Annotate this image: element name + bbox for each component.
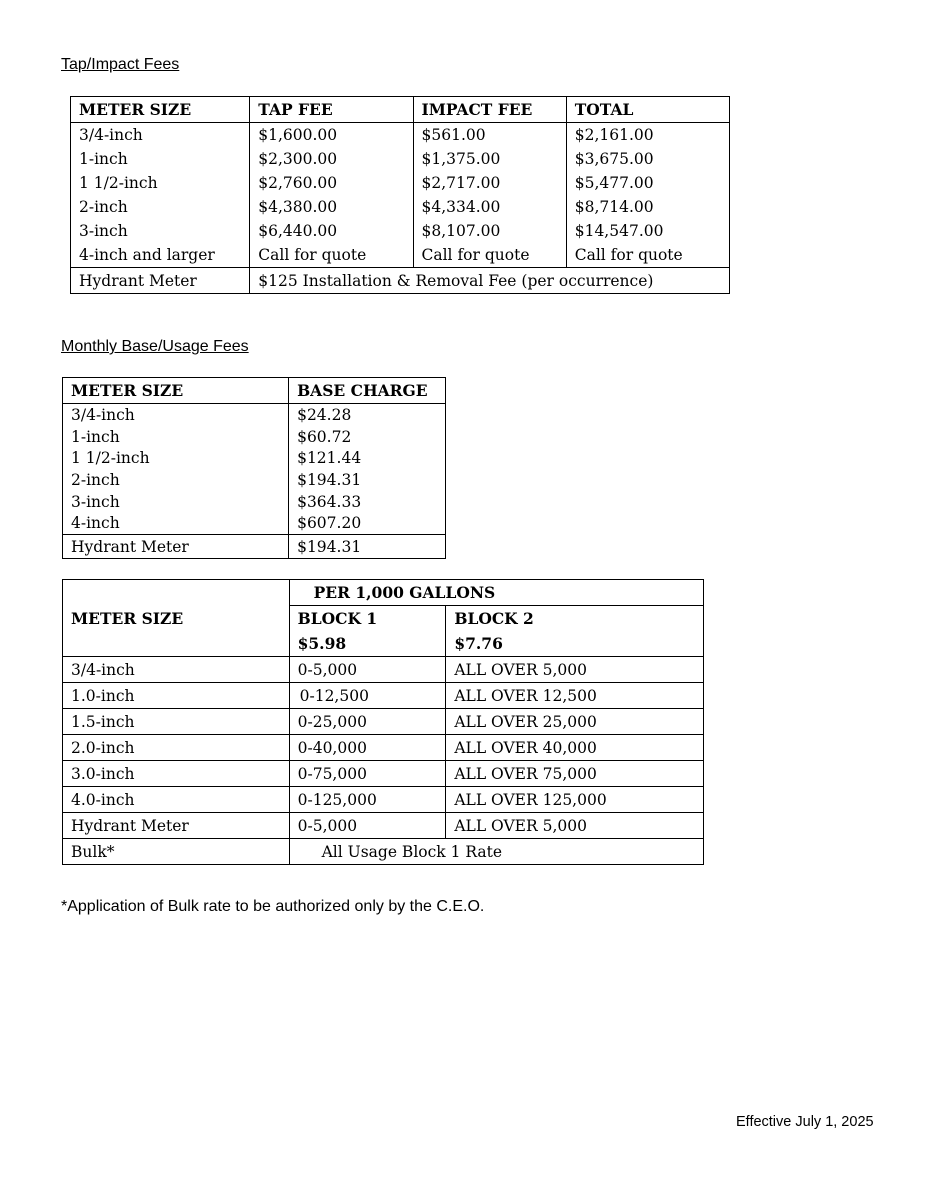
hydrant-meter-row [71,268,730,294]
block1-range-cell: 0-25,000 [289,709,446,735]
usage-block-table [62,579,704,865]
tap-impact-heading: Tap/Impact Fees [61,56,180,73]
tap-fee-cell: $2,760.00 [250,171,413,195]
meter-size-cell: 3.0-inch [63,761,290,787]
total-cell: $5,477.00 [566,171,729,195]
column-header: METER SIZE [71,97,250,123]
table-row [71,147,730,171]
meter-size-cell: 3/4-inch [63,657,290,683]
meter-size-cell: 3/4-inch [71,123,250,148]
group-header: PER 1,000 GALLONS [289,580,703,606]
meter-size-cell: 1-inch [63,426,289,448]
table-row [63,709,704,735]
base-charge-cell: $607.20 [289,512,446,534]
hydrant-fee-cell: $125 Installation & Removal Fee (per occurrence) [250,268,730,294]
block1-header: BLOCK 1 [289,606,446,632]
meter-size-cell: Hydrant Meter [63,813,290,839]
table-row [63,657,704,683]
block1-range-cell: 0-12,500 [289,683,446,709]
base-charge-cell: $364.33 [289,491,446,513]
block1-rate: $5.98 [289,631,446,657]
column-header: TAP FEE [250,97,413,123]
table-row [63,683,704,709]
impact-fee-cell: $8,107.00 [413,219,566,243]
meter-size-cell: 3-inch [63,491,289,513]
table-header-row [71,97,730,123]
table-row [63,469,446,491]
table-row [63,813,704,839]
meter-size-cell: 1-inch [71,147,250,171]
impact-fee-cell: $2,717.00 [413,171,566,195]
table-row [63,761,704,787]
meter-size-cell: 4.0-inch [63,787,290,813]
base-charge-cell: $24.28 [289,404,446,426]
tap-fee-cell: $1,600.00 [250,123,413,148]
table-row [71,171,730,195]
impact-fee-cell: Call for quote [413,243,566,268]
base-charge-cell: $121.44 [289,447,446,469]
meter-size-cell: 3/4-inch [63,404,289,426]
block2-range-cell: ALL OVER 40,000 [446,735,704,761]
tap-fee-cell: Call for quote [250,243,413,268]
column-header: BASE CHARGE [289,378,446,404]
tap-impact-table [70,96,730,294]
hydrant-meter-row [63,535,446,559]
meter-size-cell: Hydrant Meter [71,268,250,294]
tap-fee-cell: $2,300.00 [250,147,413,171]
block2-range-cell: ALL OVER 25,000 [446,709,704,735]
table-row [63,426,446,448]
meter-size-cell: 2-inch [71,195,250,219]
meter-size-cell: Bulk* [63,839,290,865]
impact-fee-cell: $1,375.00 [413,147,566,171]
block1-range-cell: 0-40,000 [289,735,446,761]
base-charge-cell: $194.31 [289,469,446,491]
impact-fee-cell: $561.00 [413,123,566,148]
table-row [71,195,730,219]
meter-size-cell: 4-inch [63,512,289,534]
bulk-footnote: *Application of Bulk rate to be authorized only by the C.E.O. [61,898,485,915]
block2-header: BLOCK 2 [446,606,704,632]
table-row [63,735,704,761]
table-row [63,447,446,469]
block1-range-cell: 0-5,000 [289,657,446,683]
table-header-row [63,378,446,404]
block1-range-cell: 0-125,000 [289,787,446,813]
meter-size-cell: 2-inch [63,469,289,491]
meter-size-cell: 1.5-inch [63,709,290,735]
block2-rate: $7.76 [446,631,704,657]
meter-size-cell: 1 1/2-inch [63,447,289,469]
column-header: IMPACT FEE [413,97,566,123]
table-row [71,243,730,268]
block1-range-cell: 0-75,000 [289,761,446,787]
block2-range-cell: ALL OVER 75,000 [446,761,704,787]
block2-range-cell: ALL OVER 5,000 [446,813,704,839]
base-charge-cell: $60.72 [289,426,446,448]
table-header-row [63,580,704,606]
table-row [63,404,446,426]
column-header: TOTAL [566,97,729,123]
meter-size-cell: 1.0-inch [63,683,290,709]
total-cell: $8,714.00 [566,195,729,219]
impact-fee-cell: $4,334.00 [413,195,566,219]
table-row [71,123,730,148]
monthly-fees-heading: Monthly Base/Usage Fees [61,338,249,355]
tap-fee-cell: $6,440.00 [250,219,413,243]
bulk-rate-cell: All Usage Block 1 Rate [289,839,703,865]
block2-range-cell: ALL OVER 12,500 [446,683,704,709]
total-cell: $2,161.00 [566,123,729,148]
column-header: METER SIZE [63,378,289,404]
total-cell: $14,547.00 [566,219,729,243]
total-cell: Call for quote [566,243,729,268]
table-row [71,219,730,243]
meter-size-cell: Hydrant Meter [63,535,289,559]
tap-fee-cell: $4,380.00 [250,195,413,219]
meter-size-cell: 2.0-inch [63,735,290,761]
table-row [63,787,704,813]
base-charge-cell: $194.31 [289,535,446,559]
column-header: METER SIZE [63,580,290,657]
meter-size-cell: 1 1/2-inch [71,171,250,195]
meter-size-cell: 4-inch and larger [71,243,250,268]
bulk-row [63,839,704,865]
block2-range-cell: ALL OVER 125,000 [446,787,704,813]
block2-range-cell: ALL OVER 5,000 [446,657,704,683]
base-charge-table [62,377,446,559]
meter-size-cell: 3-inch [71,219,250,243]
table-row [63,491,446,513]
total-cell: $3,675.00 [566,147,729,171]
table-row [63,512,446,534]
effective-date: Effective July 1, 2025 [736,1114,874,1130]
block1-range-cell: 0-5,000 [289,813,446,839]
